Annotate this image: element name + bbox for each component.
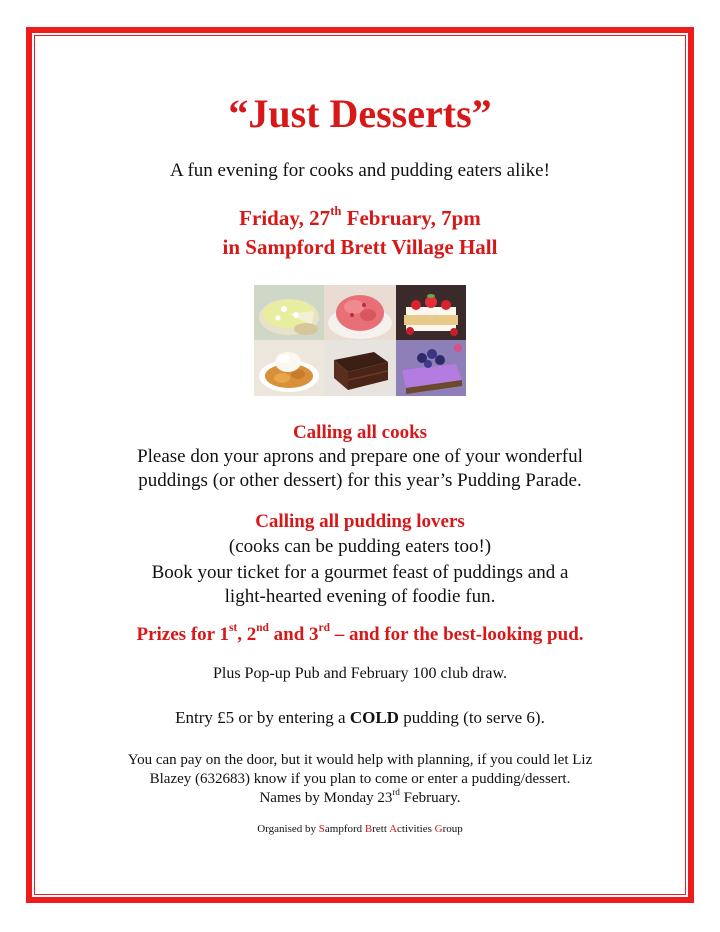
strawberry-shortcake-photo	[396, 285, 466, 340]
event-date: Friday, 27th February, 7pm	[239, 204, 481, 230]
cold-emphasis: COLD	[349, 708, 399, 727]
cooks-line-2: puddings (or other dessert) for this year’s Pudding Parade.	[138, 470, 582, 491]
cooks-line-1: Please don your aprons and prepare one of your wonderful	[137, 446, 583, 467]
pudding-lovers-line-1: Book your ticket for a gourmet feast of puddings and a	[151, 562, 569, 583]
pudding-lovers-paragraph	[36, 561, 684, 609]
pudding-lovers-line-2: light-hearted evening of foodie fun.	[224, 586, 496, 607]
cobbler-with-cream-photo	[254, 340, 324, 396]
event-venue: in Sampford Brett Village Hall	[222, 235, 498, 259]
extras-line: Plus Pop-up Pub and February 100 club draw.	[212, 665, 508, 682]
chocolate-cake-photo	[324, 340, 396, 396]
organiser-credit: Organised by Sampford Brett Activities Group	[257, 823, 463, 835]
payment-line-2: Blazey (632683) know if you plan to come or enter a pudding/dessert.	[149, 771, 571, 787]
entry-fee-line: Entry £5 or by entering a COLD pudding (to serve 6).	[175, 708, 545, 727]
prizes-line: Prizes for 1st, 2nd and 3rd – and for the best-looking pud.	[136, 621, 584, 645]
cooks-paragraph	[36, 445, 684, 493]
cooks-heading: Calling all cooks	[292, 422, 428, 443]
pudding-lovers-heading: Calling all pudding lovers	[255, 511, 465, 532]
blueberry-cheesecake-photo	[396, 340, 466, 396]
payment-line-1: You can pay on the door, but it would help with planning, if you could let Liz	[127, 752, 593, 768]
tagline: A fun evening for cooks and pudding eaters alike!	[170, 160, 550, 181]
dessert-photo-gallery	[254, 285, 466, 396]
strawberry-ice-cream-photo	[324, 285, 396, 340]
poster-title: “Just Desserts”	[228, 91, 492, 136]
payment-info	[36, 751, 684, 808]
pudding-lovers-note: (cooks can be pudding eaters too!)	[228, 536, 492, 557]
payment-line-3: Names by Monday 23rd February.	[259, 786, 461, 806]
key-lime-pie-photo	[254, 285, 324, 340]
